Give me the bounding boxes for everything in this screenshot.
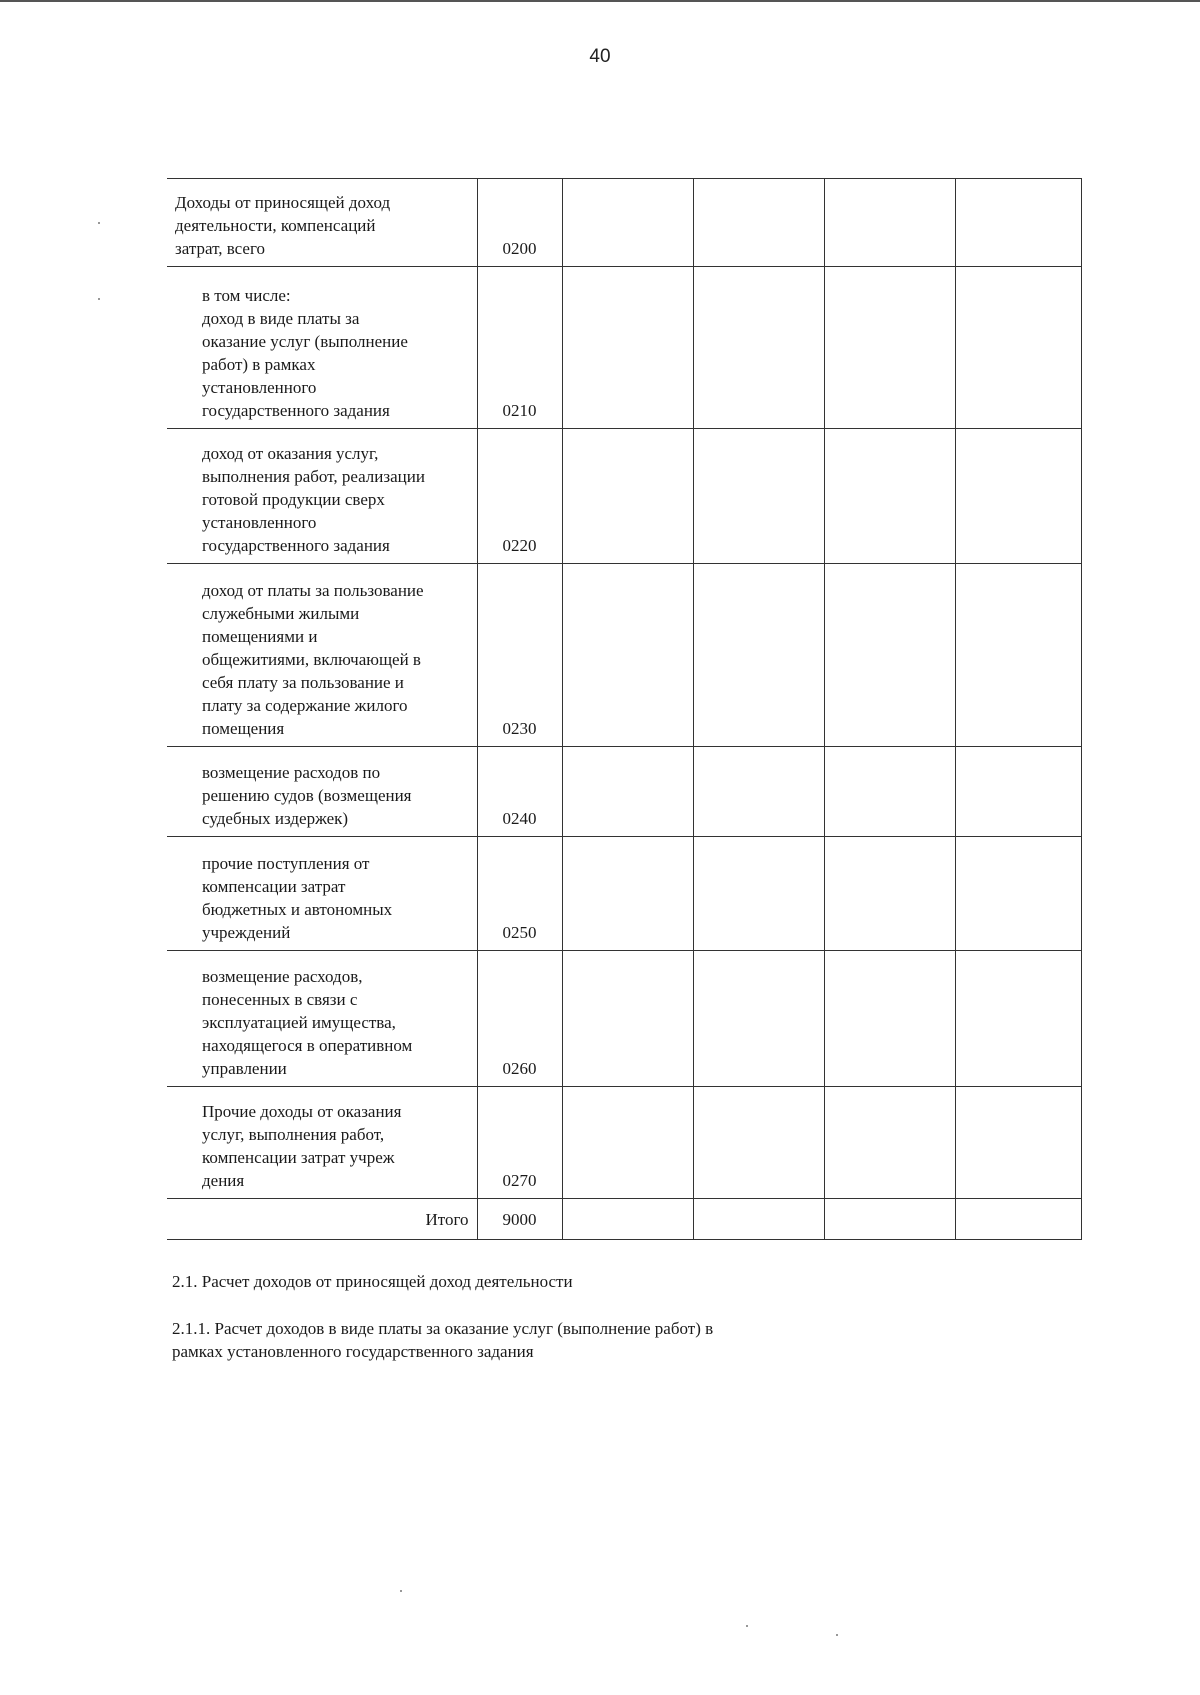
row-label-line: возмещение расходов по — [202, 763, 381, 782]
table-row-0200 — [167, 179, 1081, 267]
row-label-line: решению судов (возмещения — [202, 786, 412, 805]
empty-value-cell — [955, 951, 1081, 1087]
empty-value-cell — [562, 1087, 693, 1199]
empty-value-cell — [693, 564, 824, 747]
table-row-0240 — [167, 747, 1081, 837]
row-code: 0210 — [477, 267, 562, 429]
empty-value-cell — [824, 1199, 955, 1240]
empty-value-cell — [693, 1199, 824, 1240]
empty-value-cell — [693, 747, 824, 837]
row-label-line: эксплуатацией имущества, — [202, 1013, 396, 1032]
row-label-line: понесенных в связи с — [202, 990, 358, 1009]
row-label — [167, 747, 477, 837]
row-code: 0200 — [477, 179, 562, 267]
row-label-line: установленного — [202, 513, 317, 532]
scan-speck — [98, 222, 100, 224]
row-label — [167, 1087, 477, 1199]
scan-speck — [746, 1625, 748, 1627]
row-label-line: доход от платы за пользование — [202, 581, 424, 600]
empty-value-cell — [562, 267, 693, 429]
empty-value-cell — [824, 951, 955, 1087]
row-label-line: Прочие доходы от оказания — [202, 1102, 402, 1121]
empty-value-cell — [693, 1087, 824, 1199]
row-label-line: готовой продукции сверх — [202, 490, 385, 509]
income-table-body — [167, 179, 1081, 1240]
income-table — [167, 178, 1082, 1240]
table-row-0220 — [167, 429, 1081, 564]
empty-value-cell — [955, 564, 1081, 747]
empty-value-cell — [824, 267, 955, 429]
table-row-0250 — [167, 837, 1081, 951]
empty-value-cell — [824, 179, 955, 267]
empty-value-cell — [693, 179, 824, 267]
row-label-line: доход от оказания услуг, — [202, 444, 379, 463]
row-label-line: компенсации затрат — [202, 877, 346, 896]
row-label-line: в том числе: — [202, 286, 291, 305]
empty-value-cell — [693, 951, 824, 1087]
scan-speck — [400, 1590, 402, 1592]
empty-value-cell — [824, 747, 955, 837]
row-label — [167, 564, 477, 747]
empty-value-cell — [955, 747, 1081, 837]
row-label-line: судебных издержек) — [202, 809, 349, 828]
empty-value-cell — [562, 179, 693, 267]
row-label-line: управлении — [202, 1059, 287, 1078]
empty-value-cell — [955, 837, 1081, 951]
empty-value-cell — [955, 1199, 1081, 1240]
row-label-line: установленного — [202, 378, 317, 397]
row-label-line: услуг, выполнения работ, — [202, 1125, 385, 1144]
subsection-heading-line-2: рамках установленного государственного задания — [172, 1342, 534, 1361]
row-label-line: Доходы от приносящей доход — [175, 193, 391, 212]
page-number: 40 — [589, 46, 611, 67]
row-code: 0220 — [477, 429, 562, 564]
row-label-line: дения — [202, 1171, 245, 1190]
section-heading: 2.1. Расчет доходов от приносящей доход деятельности — [172, 1272, 573, 1291]
row-label-line: прочие поступления от — [202, 854, 370, 873]
table-row-0230 — [167, 564, 1081, 747]
row-label-line: деятельности, компенсаций — [175, 216, 376, 235]
empty-value-cell — [693, 267, 824, 429]
scan-speck — [98, 298, 100, 300]
row-label-line: оказание услуг (выполнение — [202, 332, 408, 351]
row-label-line: доход в виде платы за — [202, 309, 360, 328]
table-row-0270 — [167, 1087, 1081, 1199]
row-code: 0240 — [477, 747, 562, 837]
row-label-line: помещения — [202, 719, 285, 738]
empty-value-cell — [562, 429, 693, 564]
row-code: 0270 — [477, 1087, 562, 1199]
table-row-0260 — [167, 951, 1081, 1087]
empty-value-cell — [562, 747, 693, 837]
empty-value-cell — [693, 837, 824, 951]
empty-value-cell — [824, 1087, 955, 1199]
row-label-line: себя плату за пользование и — [202, 673, 404, 692]
table-row-0210 — [167, 267, 1081, 429]
subsection-heading-line-1: 2.1.1. Расчет доходов в виде платы за оказание услуг (выполнение работ) в — [172, 1319, 714, 1338]
row-label — [167, 267, 477, 429]
subsection-heading — [172, 1317, 892, 1363]
empty-value-cell — [562, 564, 693, 747]
total-code: 9000 — [477, 1199, 562, 1240]
row-label-line: выполнения работ, реализации — [202, 467, 425, 486]
empty-value-cell — [693, 429, 824, 564]
table-row-total — [167, 1199, 1081, 1240]
empty-value-cell — [955, 179, 1081, 267]
row-code: 0230 — [477, 564, 562, 747]
scan-speck — [836, 1634, 838, 1636]
row-label-line: находящегося в оперативном — [202, 1036, 413, 1055]
empty-value-cell — [824, 837, 955, 951]
row-label — [167, 429, 477, 564]
empty-value-cell — [562, 951, 693, 1087]
scan-top-border — [0, 0, 1200, 2]
row-code: 0250 — [477, 837, 562, 951]
row-label — [167, 837, 477, 951]
row-label — [167, 951, 477, 1087]
row-label-line: плату за содержание жилого — [202, 696, 408, 715]
row-label-line: государственного задания — [202, 536, 390, 555]
empty-value-cell — [562, 837, 693, 951]
row-label-line: возмещение расходов, — [202, 967, 363, 986]
row-label-line: служебными жилыми — [202, 604, 360, 623]
total-label: Итого — [167, 1199, 477, 1240]
empty-value-cell — [955, 429, 1081, 564]
empty-value-cell — [562, 1199, 693, 1240]
row-label-line: компенсации затрат учреж — [202, 1148, 395, 1167]
empty-value-cell — [824, 429, 955, 564]
row-label-line: помещениями и — [202, 627, 318, 646]
row-label-line: затрат, всего — [175, 239, 265, 258]
row-label-line: государственного задания — [202, 401, 390, 420]
empty-value-cell — [955, 267, 1081, 429]
row-label — [167, 179, 477, 267]
empty-value-cell — [824, 564, 955, 747]
empty-value-cell — [955, 1087, 1081, 1199]
row-code: 0260 — [477, 951, 562, 1087]
row-label-line: общежитиями, включающей в — [202, 650, 421, 669]
row-label-line: учреждений — [202, 923, 291, 942]
row-label-line: бюджетных и автономных — [202, 900, 393, 919]
row-label-line: работ) в рамках — [202, 355, 316, 374]
